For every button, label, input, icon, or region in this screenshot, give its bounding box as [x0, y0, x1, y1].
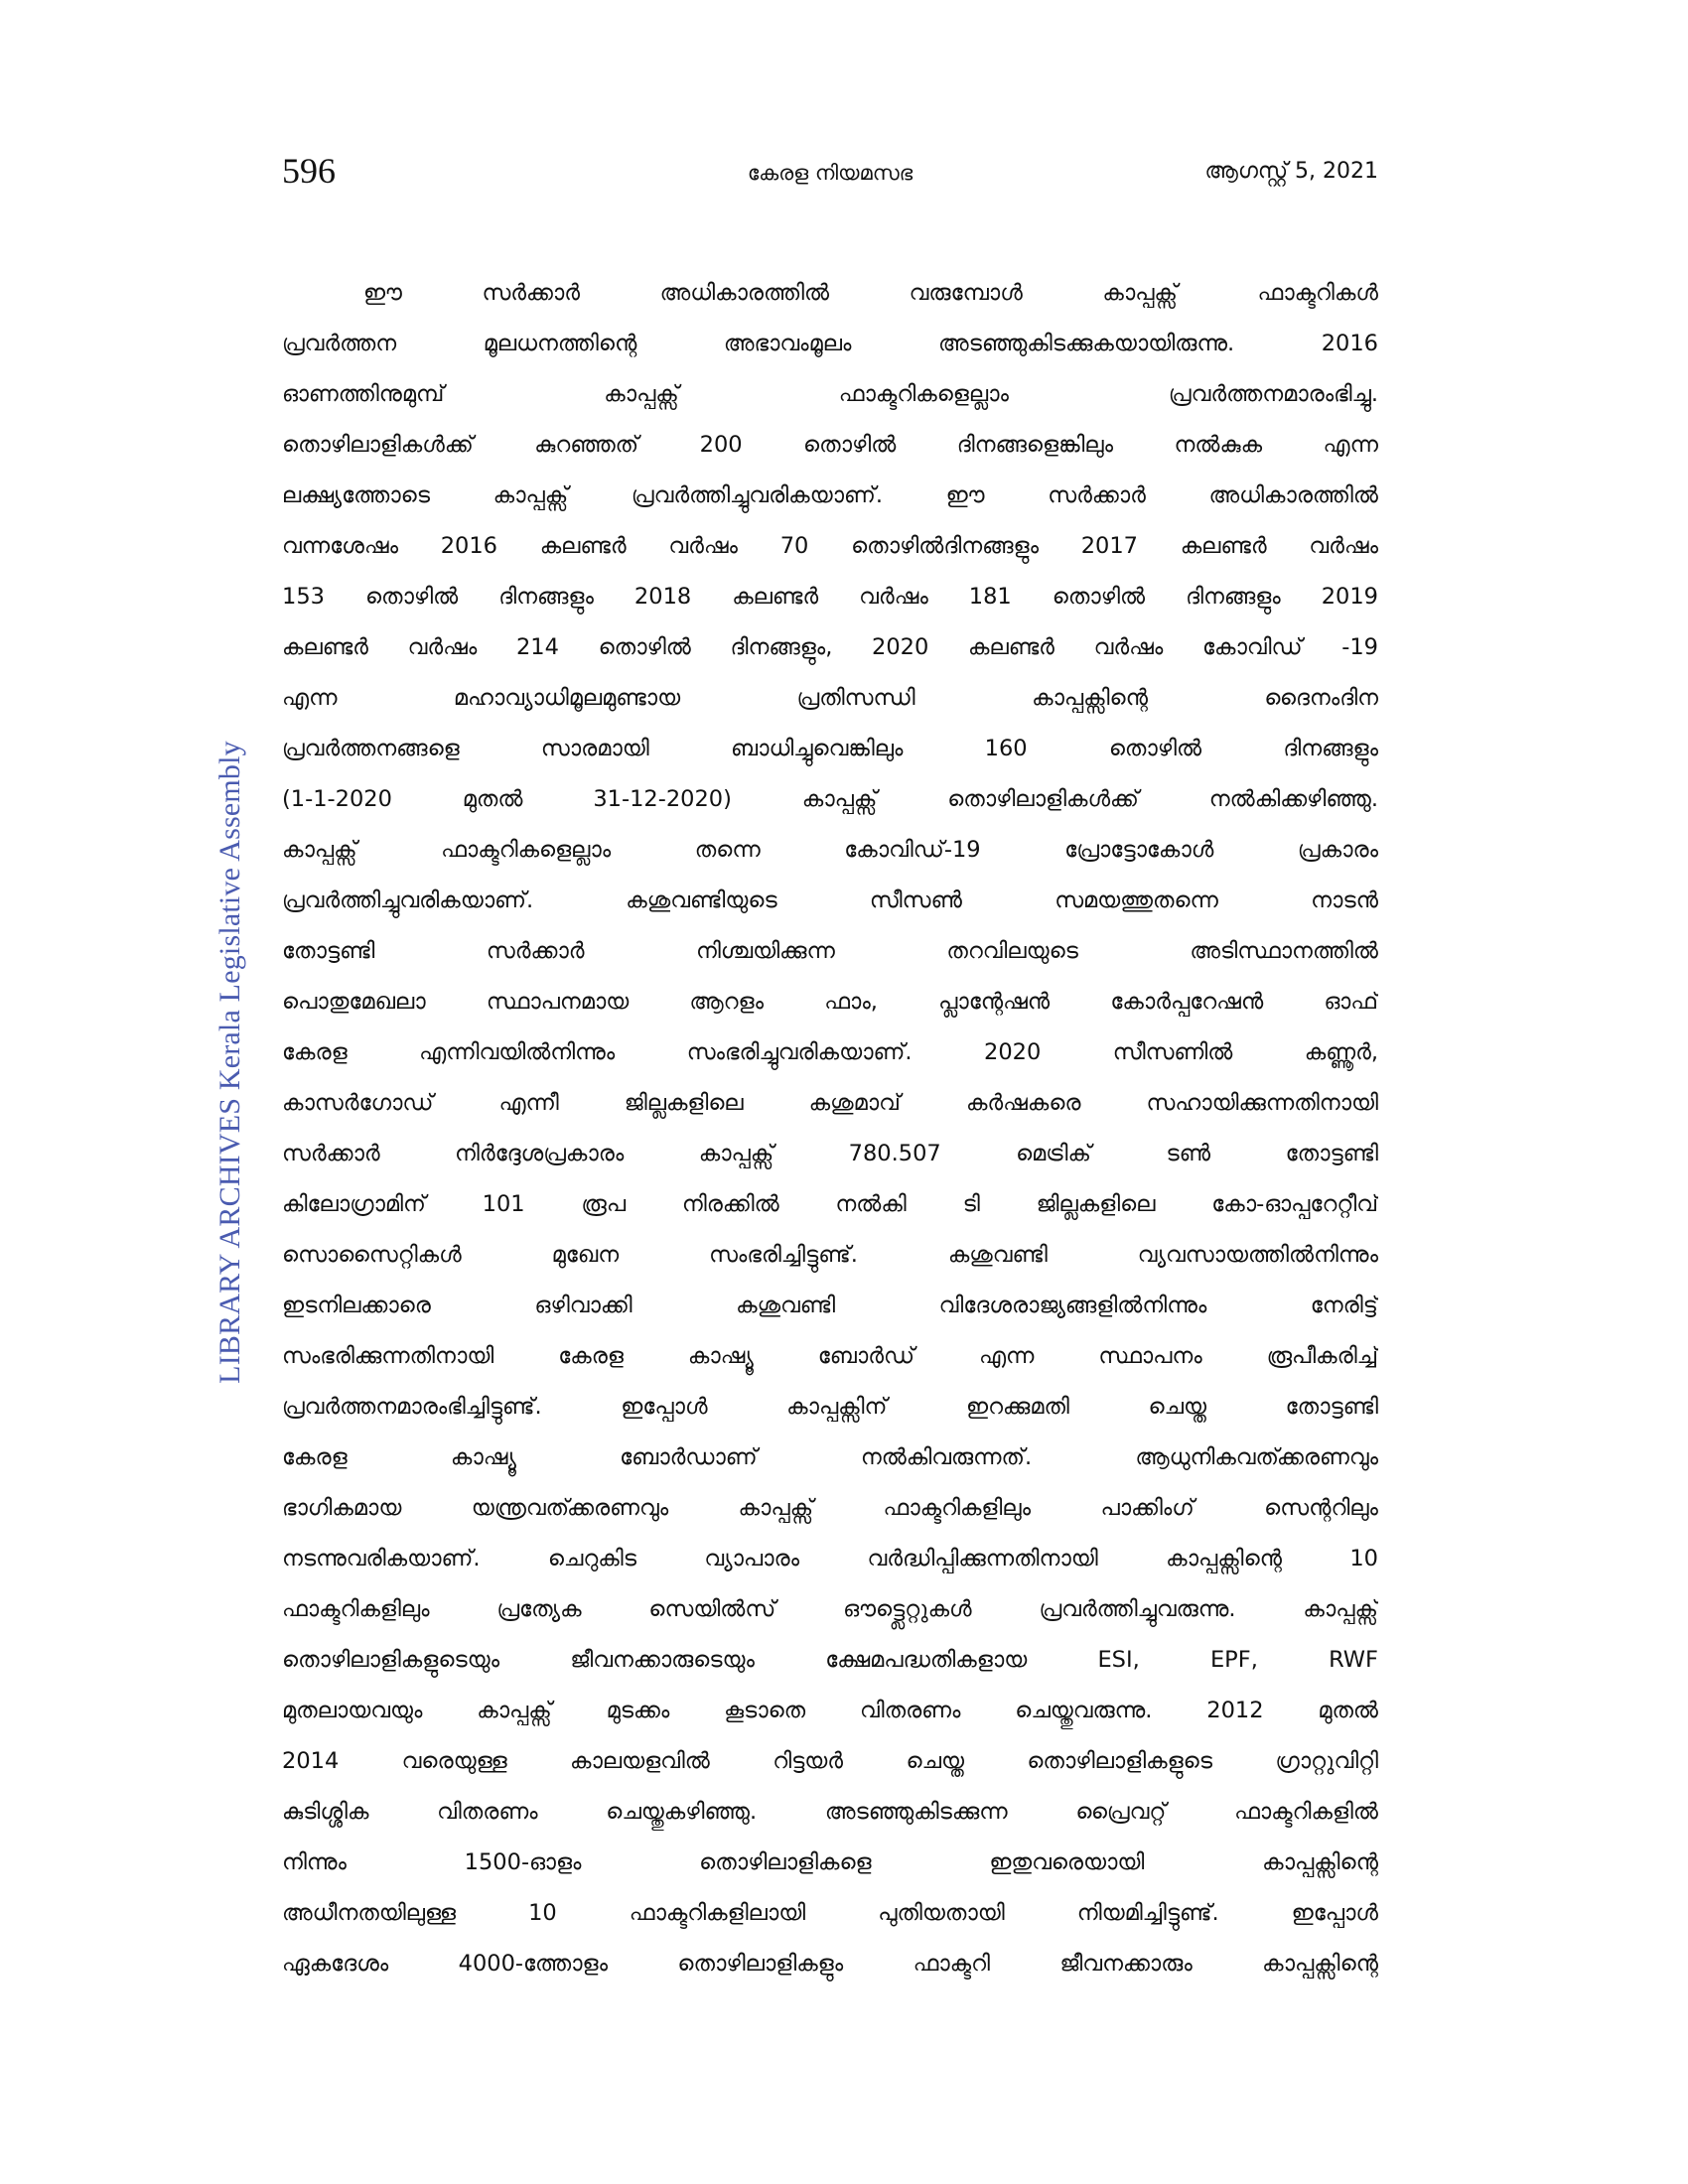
text-line: മുതലായവയും കാപ്പക്സ് മുടക്കം കൂടാതെ വിതരണം ചെയ്തുവരുന്നു. 2012 മുതൽ	[282, 1698, 1378, 1723]
text-line: 2014 വരെയുള്ള കാലയളവിൽ റിട്ടയർ ചെയ്ത തൊഴിലാളികളുടെ ഗ്രാറ്റുവിറ്റി	[282, 1748, 1378, 1774]
text-line: 153 തൊഴിൽ ദിനങ്ങളും 2018 കലണ്ടർ വർഷം 181 തൊഴിൽ ദിനങ്ങളും 2019	[282, 584, 1378, 610]
text-line: പ്രവർത്തനങ്ങളെ സാരമായി ബാധിച്ചുവെങ്കിലും 160 തൊഴിൽ ദിനങ്ങളും	[282, 736, 1378, 761]
header-date: ആഗസ്റ്റ് 5, 2021	[1204, 159, 1378, 184]
text-line: ഫാക്ടറികളിലും പ്രത്യേക സെയിൽസ് ഔട്ട്ലെറ്റുകൾ പ്രവർത്തിച്ചുവരുന്നു. കാപ്പക്സ്	[282, 1596, 1378, 1622]
text-line: സംഭരിക്കുന്നതിനായി കേരള കാഷ്യൂ ബോർഡ് എന്ന സ്ഥാപനം രൂപീകരിച്ച്	[282, 1343, 1378, 1369]
text-line: ഏകദേശം 4000-ത്തോളം തൊഴിലാളികളും ഫാക്ടറി ജീവനക്കാരും കാപ്പക്സിന്റെ	[282, 1951, 1378, 1977]
text-line: ഓണത്തിനുമുമ്പ് കാപ്പക്സ് ഫാക്ടറികളെല്ലാം പ്രവർത്തനമാരംഭിച്ചു.	[282, 381, 1378, 407]
text-line: കിലോഗ്രാമിന് 101 രൂപ നിരക്കിൽ നൽകി ടി ജില്ലകളിലെ കോ-ഓപ്പറേറ്റീവ്	[282, 1191, 1378, 1217]
text-line: ലക്ഷ്യത്തോടെ കാപ്പക്സ് പ്രവർത്തിച്ചുവരികയാണ്. ഈ സർക്കാർ അധികാരത്തിൽ	[282, 482, 1378, 508]
text-line: കേരള എന്നിവയിൽനിന്നും സംഭരിച്ചുവരികയാണ്. 2020 സീസണിൽ കണ്ണൂർ,	[282, 1039, 1378, 1065]
text-line: പ്രവർത്തന മൂലധനത്തിന്റെ അഭാവംമൂലം അടഞ്ഞുകിടക്കുകയായിരുന്നു. 2016	[282, 331, 1378, 356]
text-line: കലണ്ടർ വർഷം 214 തൊഴിൽ ദിനങ്ങളും, 2020 കലണ്ടർ വർഷം കോവിഡ് -19	[282, 634, 1378, 660]
text-line: (1-1-2020 മുതൽ 31-12-2020) കാപ്പക്സ് തൊഴിലാളികൾക്ക് നൽകിക്കഴിഞ്ഞു.	[282, 786, 1378, 812]
text-line: എന്ന മഹാവ്യാധിമൂലമുണ്ടായ പ്രതിസന്ധി കാപ്പക്സിന്റെ ദൈനംദിന	[282, 685, 1378, 711]
archive-watermark: LIBRARY ARCHIVES Kerala Legislative Assembly	[213, 741, 246, 1384]
text-line: കാപ്പക്സ് ഫാക്ടറികളെല്ലാം തന്നെ കോവിഡ്-19 പ്രോട്ടോകോൾ പ്രകാരം	[282, 837, 1378, 863]
body-text	[282, 268, 1378, 1989]
text-line: ഇടനിലക്കാരെ ഒഴിവാക്കി കശുവണ്ടി വിദേശരാജ്യങ്ങളിൽനിന്നും നേരിട്ട്	[282, 1293, 1378, 1318]
text-line: നിന്നും 1500-ഓളം തൊഴിലാളികളെ ഇതുവരെയായി കാപ്പക്സിന്റെ	[282, 1849, 1378, 1875]
text-line: നടന്നുവരികയാണ്. ചെറുകിട വ്യാപാരം വർദ്ധിപ്പിക്കുന്നതിനായി കാപ്പക്സിന്റെ 10	[282, 1546, 1378, 1571]
text-line: തൊഴിലാളികൾക്ക് കുറഞ്ഞത് 200 തൊഴിൽ ദിനങ്ങളെങ്കിലും നൽകുക എന്ന	[282, 432, 1378, 458]
text-line: അധീനതയിലുള്ള 10 ഫാക്ടറികളിലായി പുതിയതായി നിയമിച്ചിട്ടുണ്ട്. ഇപ്പോൾ	[282, 1900, 1378, 1926]
text-line: വന്നശേഷം 2016 കലണ്ടർ വർഷം 70 തൊഴിൽദിനങ്ങളും 2017 കലണ്ടർ വർഷം	[282, 533, 1378, 559]
page-header	[282, 151, 1378, 195]
text-line: സർക്കാർ നിർദ്ദേശപ്രകാരം കാപ്പക്സ് 780.507 മെട്രിക് ടൺ തോട്ടണ്ടി	[282, 1141, 1378, 1166]
text-line: ഭാഗികമായ യന്ത്രവത്ക്കരണവും കാപ്പക്സ് ഫാക്ടറികളിലും പാക്കിംഗ് സെന്ററിലും	[282, 1495, 1378, 1521]
text-line: പൊതുമേഖലാ സ്ഥാപനമായ ആറളം ഫാം, പ്ലാന്റേഷൻ കോർപ്പറേഷൻ ഓഫ്	[282, 989, 1378, 1015]
running-title: കേരള നിയമസഭ	[747, 161, 914, 185]
text-line: തൊഴിലാളികളുടെയും ജീവനക്കാരുടെയും ക്ഷേമപദ്ധതികളായ ESI, EPF, RWF	[282, 1647, 1378, 1673]
text-line: പ്രവർത്തിച്ചുവരികയാണ്. കശുവണ്ടിയുടെ സീസൺ സമയത്തുതന്നെ നാടൻ	[282, 887, 1378, 913]
page-number: 596	[282, 151, 336, 191]
text-line: തോട്ടണ്ടി സർക്കാർ നിശ്ചയിക്കുന്ന തറവിലയുടെ അടിസ്ഥാനത്തിൽ	[282, 938, 1378, 964]
text-line: പ്രവർത്തനമാരംഭിച്ചിട്ടുണ്ട്. ഇപ്പോൾ കാപ്പക്സിന് ഇറക്കുമതി ചെയ്ത തോട്ടണ്ടി	[282, 1394, 1378, 1420]
text-line: കുടിശ്ശിക വിതരണം ചെയ്തുകഴിഞ്ഞു. അടഞ്ഞുകിടക്കുന്ന പ്രൈവറ്റ് ഫാക്ടറികളിൽ	[282, 1799, 1378, 1825]
text-line: ഈ സർക്കാർ അധികാരത്തിൽ വരുമ്പോൾ കാപ്പക്സ് ഫാക്ടറികൾ	[363, 280, 1378, 306]
text-line: കാസർഗോഡ് എന്നീ ജില്ലകളിലെ കശുമാവ് കർഷകരെ സഹായിക്കുന്നതിനായി	[282, 1090, 1378, 1116]
text-line: കേരള കാഷ്യൂ ബോർഡാണ് നൽകിവരുന്നത്. ആധുനികവത്ക്കരണവും	[282, 1444, 1378, 1470]
text-line: സൊസൈറ്റികൾ മുഖേന സംഭരിച്ചിട്ടുണ്ട്. കശുവണ്ടി വ്യവസായത്തിൽനിന്നും	[282, 1242, 1378, 1268]
